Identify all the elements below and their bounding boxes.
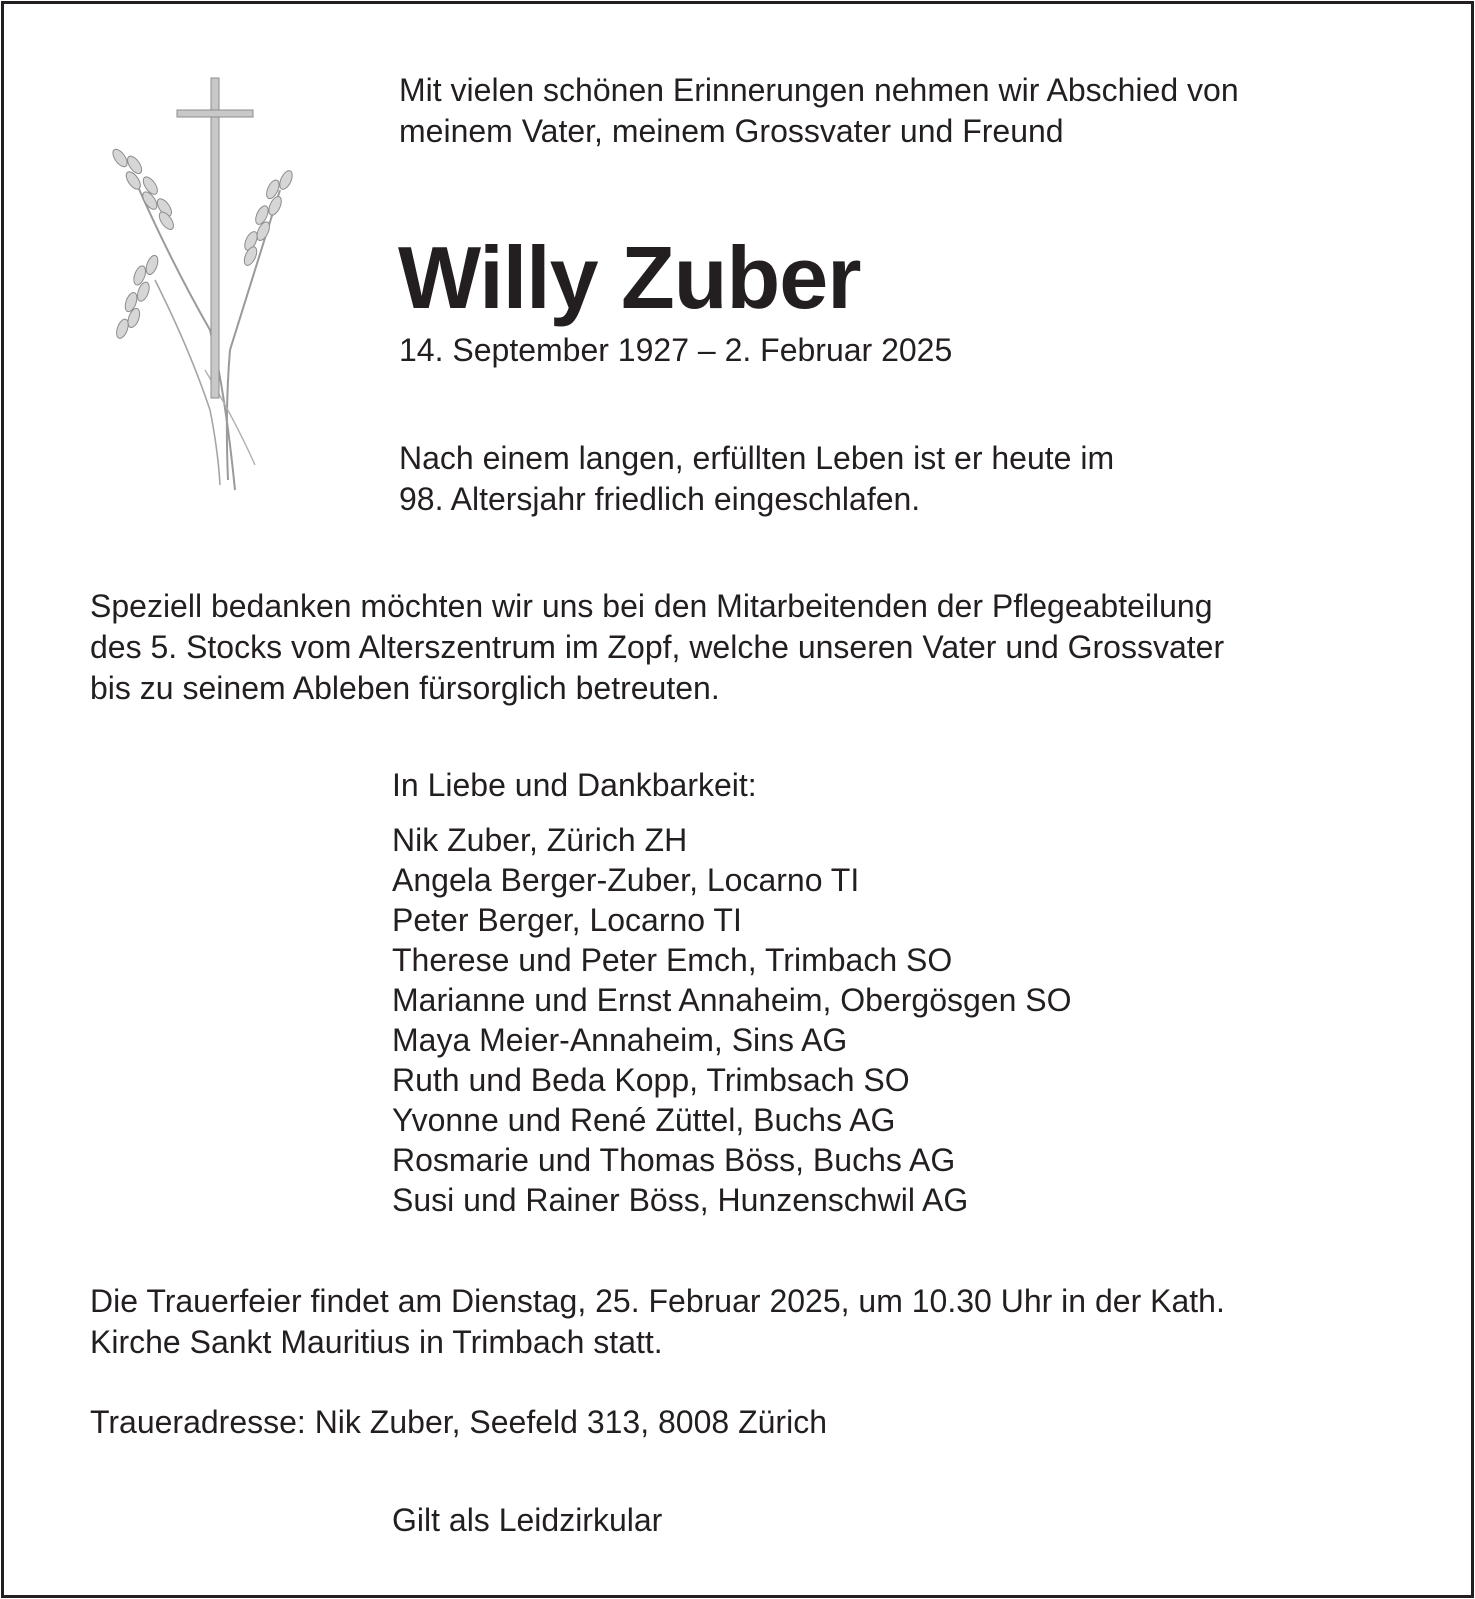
- signer: Nik Zuber, Zürich ZH: [392, 822, 688, 858]
- funeral-service-text: [90, 1281, 1225, 1363]
- thanks-line: Speziell bedanken möchten wir uns bei den Mitarbeitenden der Pflegeabteilung: [90, 588, 1213, 624]
- passing-text: [399, 438, 1114, 520]
- service-line: Die Trauerfeier findet am Dienstag, 25. Februar 2025, um 10.30 Uhr in der Kath.: [90, 1283, 1225, 1319]
- intro-line: meinem Vater, meinem Grossvater und Freund: [399, 113, 1064, 149]
- signer: Angela Berger-Zuber, Locarno TI: [392, 862, 860, 898]
- signer: Therese und Peter Emch, Trimbach SO: [392, 942, 953, 978]
- signer: Marianne und Ernst Annaheim, Obergösgen SO: [392, 982, 1072, 1018]
- signer: Susi und Rainer Böss, Hunzenschwil AG: [392, 1182, 969, 1218]
- life-dates: 14. September 1927 – 2. Februar 2025: [399, 332, 953, 368]
- intro-line: Mit vielen schönen Erinnerungen nehmen wir Abschied von: [399, 72, 1239, 108]
- thanks-line: des 5. Stocks vom Alterszentrum im Zopf, welche unseren Vater und Grossvater: [90, 629, 1225, 665]
- service-line: Kirche Sankt Mauritius in Trimbach statt.: [90, 1324, 663, 1360]
- signers-list: [392, 820, 1072, 1220]
- signer: Peter Berger, Locarno TI: [392, 902, 742, 938]
- signoff: In Liebe und Dankbarkeit:: [392, 767, 757, 803]
- signer: Maya Meier-Annaheim, Sins AG: [392, 1022, 848, 1058]
- cross-with-wheat-icon: [60, 70, 320, 500]
- signer: Yvonne und René Züttel, Buchs AG: [392, 1102, 896, 1138]
- circular-note: Gilt als Leidzirkular: [392, 1502, 663, 1538]
- thanks-text: [90, 586, 1224, 709]
- mourning-address: Traueradresse: Nik Zuber, Seefeld 313, 8008 Zürich: [90, 1404, 827, 1440]
- deceased-name: Willy Zuber: [398, 228, 861, 327]
- signer: Ruth und Beda Kopp, Trimbsach SO: [392, 1062, 910, 1098]
- passing-line: Nach einem langen, erfüllten Leben ist er heute im: [399, 440, 1115, 476]
- thanks-line: bis zu seinem Ableben fürsorglich betreuten.: [90, 670, 720, 706]
- passing-line: 98. Altersjahr friedlich eingeschlafen.: [399, 481, 921, 517]
- intro-text: [399, 70, 1239, 152]
- signer: Rosmarie und Thomas Böss, Buchs AG: [392, 1142, 956, 1178]
